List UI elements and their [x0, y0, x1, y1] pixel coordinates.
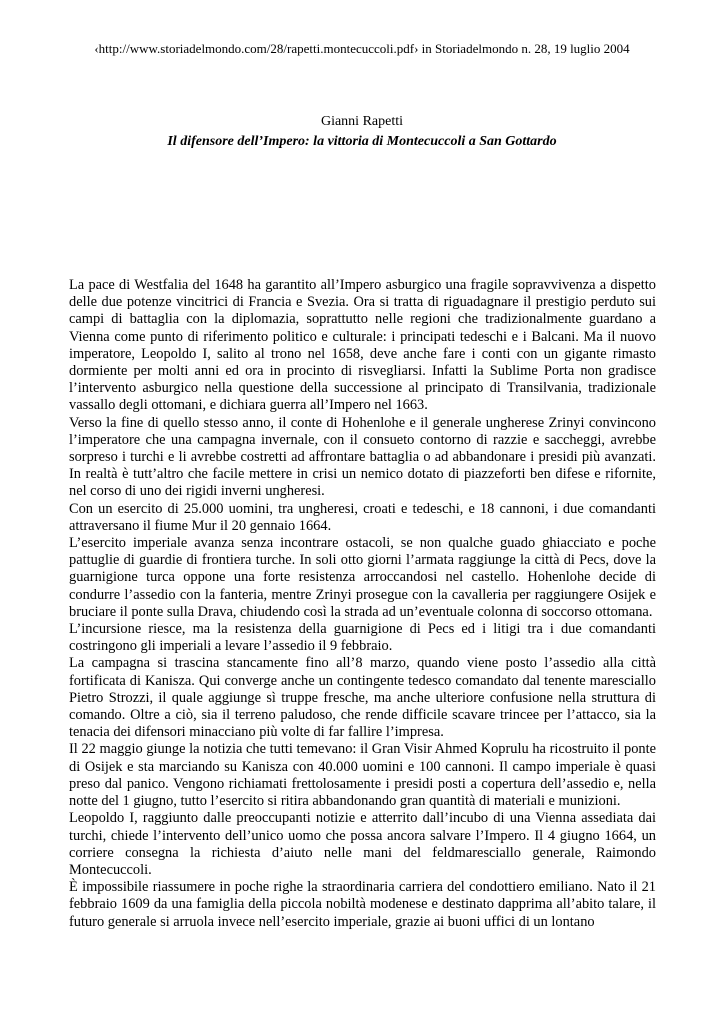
- paragraph: L’esercito imperiale avanza senza incontrare ostacoli, se non qualche guado ghiacciato e poche pattuglie di guardie di frontiera turche. In soli otto giorni l’armata raggiunge la città di Pecs, dove la guarnigione turca oppone una forte resistenza arroccandosi nel castello. Hohenlohe decide di condurre l’assedio con la fanteria, mentre Zrinyi prosegue con la cavalleria per raggiungere Osijek e bruciare il ponte sulla Drava, chiudendo così la strada ad un’eventuale colonna di soccorso ottomana.: [69, 535, 656, 620]
- article-body: [69, 277, 656, 931]
- article-title: Il difensore dell’Impero: la vittoria di Montecuccoli a San Gottardo: [167, 134, 557, 149]
- paragraph: Leopoldo I, raggiunto dalle preoccupanti notizie e atterrito dall’incubo di una Vienna assediata dai turchi, chiede l’intervento dell’unico uomo che possa ancora salvare l’Impero. Il 4 giugno 1664, un corriere consegna la richiesta d’aiuto nelle mani del feldmaresciallo generale, Raimondo Montecuccoli.: [69, 810, 656, 878]
- paragraph: Verso la fine di quello stesso anno, il conte di Hohenlohe e il generale ungherese Zrinyi convincono l’imperatore che una campagna invernale, con il consueto contorno di razzie e saccheggi, avrebbe sorpreso i turchi e li avrebbe costretti ad affrontare battaglia o ad abbandonare i presidi più avanzati. In realtà è tutt’altro che facile mettere in crisi un nemico dotato di piazzeforti ben difese e rifornite, nel corso di uno dei rigidi inverni ungheresi.: [69, 414, 656, 500]
- paragraph: La pace di Westfalia del 1648 ha garantito all’Impero asburgico una fragile sopravvivenza a dispetto delle due potenze vincitrici di Francia e Svezia. Ora si tratta di riguadagnare il prestigio perduto sui campi di battaglia con la diplomazia, soprattutto nelle regioni che tradizionalmente guardano a Vienna come punto di riferimento politico e culturale: i principati tedeschi e i Balcani. Ma il nuovo imperatore, Leopoldo I, salito al trono nel 1658, deve anche fare i conti con un gigante rimasto dormiente per molti anni ed ora in procinto di risvegliarsi. Infatti la Sublime Porta non gradisce l’intervento asburgico nella questione della successione al principato di Transilvania, tradizionale vassallo degli ottomani, e dichiara guerra all’Impero nel 1663.: [69, 277, 656, 414]
- paragraph: La campagna si trascina stancamente fino all’8 marzo, quando viene posto l’assedio alla città fortificata di Kanisza. Qui converge anche un contingente tedesco comandato dal tenente maresciallo Pietro Strozzi, il quale aggiunge sì truppe fresche, ma anche ulteriore confusione nella struttura di comando. Oltre a ciò, sia il terreno paludoso, che rende difficile scavare trincee per l’attacco, sia la tenacia dei difensori minacciano più volte di far fallire l’impresa.: [69, 655, 656, 741]
- author-name: Gianni Rapetti: [320, 114, 404, 129]
- paragraph: L’incursione riesce, ma la resistenza della guarnigione di Pecs ed i litigi tra i due comandanti costringono gli imperiali a levare l’assedio il 9 febbraio.: [69, 621, 656, 655]
- paragraph: Con un esercito di 25.000 uomini, tra ungheresi, croati e tedeschi, e 18 cannoni, i due comandanti attraversano il fiume Mur il 20 gennaio 1664.: [69, 500, 656, 534]
- source-citation: ‹http://www.storiadelmondo.com/28/rapetti.montecuccoli.pdf› in Storiadelmondo n. 28, 19 luglio 2004: [94, 41, 630, 56]
- paragraph: Il 22 maggio giunge la notizia che tutti temevano: il Gran Visir Ahmed Koprulu ha ricostruito il ponte di Osijek e sta marciando su Kanisza con 40.000 uomini e 100 cannoni. Il campo imperiale è quasi preso dal panico. Vengono richiamati frettolosamente i presidi posti a copertura dell’assedio e, nella notte del 1 giugno, tutto l’esercito si ritira abbandonando gran quantità di materiali e munizioni.: [69, 741, 656, 810]
- paragraph: È impossibile riassumere in poche righe la straordinaria carriera del condottiero emiliano. Nato il 21 febbraio 1609 da una famiglia della piccola nobiltà modenese e destinato dapprima all’abito talare, il futuro generale si arruola invece nell’esercito imperiale, grazie ai buoni uffici di un lontano: [69, 879, 656, 930]
